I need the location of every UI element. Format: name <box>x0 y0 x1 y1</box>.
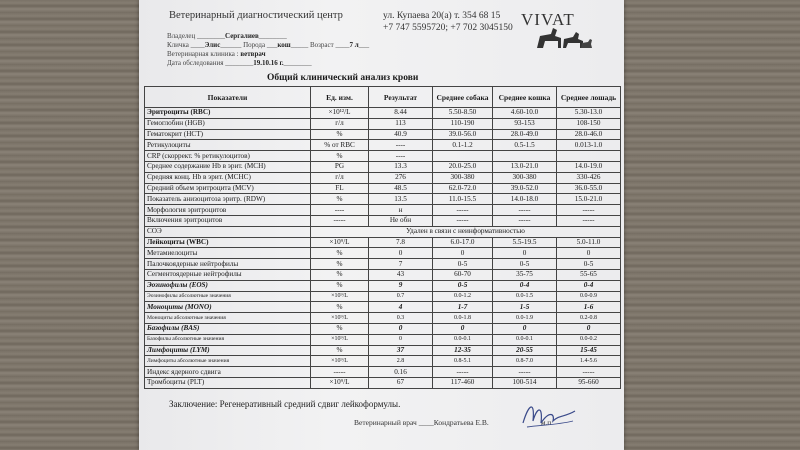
table-row <box>145 140 621 151</box>
cell-name: Эозинофилы (EOS) <box>145 280 311 291</box>
cell-result: 0 <box>369 248 433 259</box>
cell-horse: 0.2-0.8 <box>557 313 621 324</box>
header-horse: Среднее лошадь <box>557 87 621 108</box>
cell-horse: 5.0-11.0 <box>557 237 621 248</box>
cell-name: Индекс ядерного сдвига <box>145 367 311 378</box>
cell-result: 4 <box>369 302 433 313</box>
cell-unit: ×10⁹/L <box>311 313 369 324</box>
table-row <box>145 313 621 324</box>
table-row <box>145 356 621 367</box>
cell-name: Показатель анизоцитоза эритр. (RDW) <box>145 194 311 205</box>
cell-dog: 20.0-25.0 <box>433 161 493 172</box>
cell-cat: 300-380 <box>493 172 557 183</box>
cell-name: Метамиелоциты <box>145 248 311 259</box>
cell-dog: 12-35 <box>433 345 493 356</box>
cell-name: Эозинофилы абсолютные значения <box>145 291 311 302</box>
patient-fields <box>167 32 417 68</box>
cell-result: 0.3 <box>369 313 433 324</box>
table-row <box>145 151 621 162</box>
cell-unit: % <box>311 269 369 280</box>
cell-name: Гемоглобин (HGB) <box>145 118 311 129</box>
cell-cat: 93-153 <box>493 118 557 129</box>
cell-horse: 0-5 <box>557 259 621 270</box>
cell-name: Лимфоциты (LYM) <box>145 345 311 356</box>
cell-dog: 0.0-1.8 <box>433 313 493 324</box>
cell-cat: 0 <box>493 248 557 259</box>
cell-name: CRP (скоррект. % ретикулоцитов) <box>145 151 311 162</box>
cell-result: 9 <box>369 280 433 291</box>
header-result: Результат <box>369 87 433 108</box>
cell-dog: 6.0-17.0 <box>433 237 493 248</box>
cell-cat: 14.0-18.0 <box>493 194 557 205</box>
cell-name: Эритроциты (RBC) <box>145 108 311 119</box>
cell-name: СОЭ <box>145 226 311 237</box>
cell-cat: 0-5 <box>493 259 557 270</box>
table-row <box>145 367 621 378</box>
table-row <box>145 205 621 216</box>
cell-dog: ----- <box>433 215 493 226</box>
cell-horse: ----- <box>557 205 621 216</box>
report-title: Общий клинический анализ крови <box>267 73 419 83</box>
header-dog: Среднее собака <box>433 87 493 108</box>
cell-cat: 13.0-21.0 <box>493 161 557 172</box>
cell-unit: г/л <box>311 172 369 183</box>
conclusion: Заключение: Регенеративный средний сдвиг лейкоформулы. <box>169 399 401 409</box>
cell-dog: ----- <box>433 205 493 216</box>
cell-cat: 0-4 <box>493 280 557 291</box>
table-row <box>145 269 621 280</box>
cell-horse: 0.0-0.9 <box>557 291 621 302</box>
cell-cat: 1-5 <box>493 302 557 313</box>
header-cat: Среднее кошка <box>493 87 557 108</box>
cell-horse <box>557 151 621 162</box>
cell-dog: 0-5 <box>433 259 493 270</box>
signature-scribble-icon <box>519 397 579 433</box>
cell-cat: 0.0-1.5 <box>493 291 557 302</box>
cell-unit: г/л <box>311 118 369 129</box>
cell-cat: ----- <box>493 205 557 216</box>
cell-name: Ретикулоциты <box>145 140 311 151</box>
stamp-label: м.п <box>540 418 552 427</box>
cell-dog: 62.0-72.0 <box>433 183 493 194</box>
cell-name: Моноциты (MONO) <box>145 302 311 313</box>
table-row <box>145 248 621 259</box>
cell-dog: 0 <box>433 323 493 334</box>
cell-result: ---- <box>369 140 433 151</box>
cell-dog: 39.0-56.0 <box>433 129 493 140</box>
cell-result: 7 <box>369 259 433 270</box>
cell-name: Лейкоциты (WBC) <box>145 237 311 248</box>
cell-result: 43 <box>369 269 433 280</box>
table-row <box>145 172 621 183</box>
cell-horse: 1-6 <box>557 302 621 313</box>
cell-unit: % <box>311 151 369 162</box>
cell-cat: 0.0-0.1 <box>493 334 557 345</box>
cell-unit: % <box>311 194 369 205</box>
cell-name: Средний объем эритроцита (MCV) <box>145 183 311 194</box>
cell-horse: 95-660 <box>557 377 621 388</box>
cell-horse: 55-65 <box>557 269 621 280</box>
cell-unit: ×10⁹/L <box>311 291 369 302</box>
cell-name: Лимфоциты абсолютные значения <box>145 356 311 367</box>
cell-unit: PG <box>311 161 369 172</box>
cell-result: 13.5 <box>369 194 433 205</box>
cell-name: Гематокрит (HCT) <box>145 129 311 140</box>
cell-result: 40.9 <box>369 129 433 140</box>
doctor-name: Кондратьева Е.В. <box>433 418 489 427</box>
table-row <box>145 259 621 270</box>
cell-result: 0.7 <box>369 291 433 302</box>
center-address <box>383 10 513 34</box>
cell-horse: 15-45 <box>557 345 621 356</box>
table-row <box>145 280 621 291</box>
cell-horse: 15.0-21.0 <box>557 194 621 205</box>
cell-dog: 1-7 <box>433 302 493 313</box>
cell-dog: 0.0-1.2 <box>433 291 493 302</box>
cell-unit: ×10⁹/L <box>311 356 369 367</box>
cell-cat: 20-55 <box>493 345 557 356</box>
center-name: Ветеринарный диагностический центр <box>169 10 343 21</box>
cell-dog: 0.8-5.1 <box>433 356 493 367</box>
cell-result: 13.3 <box>369 161 433 172</box>
table-row <box>145 334 621 345</box>
address-line: ул. Купаева 20(а) т. 354 68 15 <box>383 11 501 21</box>
cell-unit: % <box>311 302 369 313</box>
cell-unit: % <box>311 323 369 334</box>
table-row <box>145 215 621 226</box>
cell-unit: % <box>311 280 369 291</box>
lab-report-sheet <box>139 0 624 450</box>
cell-result: 0 <box>369 323 433 334</box>
cell-horse: ----- <box>557 367 621 378</box>
cell-name: Базофилы (BAS) <box>145 323 311 334</box>
cell-unit: ×10⁹/L <box>311 237 369 248</box>
cell-dog: 0 <box>433 248 493 259</box>
cell-name: Базофилы абсолютные значения <box>145 334 311 345</box>
header-indicator: Показатели <box>145 87 311 108</box>
cell-horse: 36.0-55.0 <box>557 183 621 194</box>
cell-name: Палочкоядерные нейтрофилы <box>145 259 311 270</box>
cell-cat: ----- <box>493 215 557 226</box>
cell-unit: ----- <box>311 367 369 378</box>
cell-result: 0.16 <box>369 367 433 378</box>
cell-horse: 1.4-5.6 <box>557 356 621 367</box>
cell-dog: 300-380 <box>433 172 493 183</box>
cell-unit: % от RBC <box>311 140 369 151</box>
cell-cat: ----- <box>493 367 557 378</box>
table-row <box>145 194 621 205</box>
cell-unit: ×10⁹/L <box>311 334 369 345</box>
cell-cat: 0.0-1.9 <box>493 313 557 324</box>
blood-analysis-table <box>144 86 621 389</box>
cell-cat: 100-514 <box>493 377 557 388</box>
cell-dog: 0.1-1.2 <box>433 140 493 151</box>
owner-row: Владелец ________Сергалиев________ <box>167 32 287 40</box>
table-row <box>145 226 621 237</box>
table-body <box>145 108 621 389</box>
table-row <box>145 302 621 313</box>
logo-text: VIVAT <box>521 10 575 29</box>
cell-result: 0 <box>369 334 433 345</box>
cell-dog: 11.0-15.5 <box>433 194 493 205</box>
cell-horse: 28.0-46.0 <box>557 129 621 140</box>
table-row <box>145 118 621 129</box>
table-header-row <box>145 87 621 108</box>
cell-dog <box>433 151 493 162</box>
cell-cat: 28.0-49.0 <box>493 129 557 140</box>
cell-horse: 5.30-13.0 <box>557 108 621 119</box>
cell-unit: % <box>311 345 369 356</box>
cell-cat: 0 <box>493 323 557 334</box>
pet-row: Кличка ____Элис______ Порода ___кош_____ Возраст ____7 л___ <box>167 41 370 49</box>
cell-result: Удален в связи с неинформативностью <box>311 226 621 237</box>
cell-result: ---- <box>369 151 433 162</box>
cell-result: 37 <box>369 345 433 356</box>
cell-horse: 0.013-1.0 <box>557 140 621 151</box>
cell-result: 2.8 <box>369 356 433 367</box>
cell-unit: ----- <box>311 215 369 226</box>
cell-name: Средняя конц. Hb в эрит. (MCHC) <box>145 172 311 183</box>
cell-dog: 0.0-0.1 <box>433 334 493 345</box>
cell-unit: ---- <box>311 205 369 216</box>
cell-horse: 0.0-0.2 <box>557 334 621 345</box>
date-row: Дата обследования ________19.10.16 г.________ <box>167 59 312 67</box>
cell-name: Морфология эритроцитов <box>145 205 311 216</box>
clinic-row: Ветеринарная клиника : ветврач <box>167 50 266 58</box>
cell-result: 7.8 <box>369 237 433 248</box>
cell-name: Среднее содержание Hb в эрит. (MCH) <box>145 161 311 172</box>
cell-horse: 0-4 <box>557 280 621 291</box>
cell-unit: ×10¹²/L <box>311 108 369 119</box>
cell-cat: 5.5-19.5 <box>493 237 557 248</box>
cell-result: 276 <box>369 172 433 183</box>
cell-cat: 4.60-10.0 <box>493 108 557 119</box>
table-row <box>145 345 621 356</box>
cell-unit: % <box>311 248 369 259</box>
cell-result: Не обн <box>369 215 433 226</box>
cell-dog: 0-5 <box>433 280 493 291</box>
table-row <box>145 377 621 388</box>
signature-label: Ветеринарный врач <box>354 418 417 427</box>
cell-unit: % <box>311 129 369 140</box>
cell-unit: % <box>311 259 369 270</box>
cell-cat: 0.5-1.5 <box>493 140 557 151</box>
cell-name: Моноциты абсолютные значения <box>145 313 311 324</box>
table-row <box>145 323 621 334</box>
table-row <box>145 237 621 248</box>
table-row <box>145 291 621 302</box>
cell-name: Включения эритроцитов <box>145 215 311 226</box>
table-row <box>145 108 621 119</box>
cell-result: н <box>369 205 433 216</box>
cell-result: 113 <box>369 118 433 129</box>
cell-horse: 0 <box>557 248 621 259</box>
cell-cat: 0.8-7.0 <box>493 356 557 367</box>
cell-unit: ×10⁹/L <box>311 377 369 388</box>
cell-result: 8.44 <box>369 108 433 119</box>
cell-unit: FL <box>311 183 369 194</box>
cell-result: 48.5 <box>369 183 433 194</box>
cell-horse: 0 <box>557 323 621 334</box>
cell-horse: 330-426 <box>557 172 621 183</box>
phones-line: +7 747 5595720; +7 702 3045150 <box>383 23 513 33</box>
cell-dog: ----- <box>433 367 493 378</box>
cell-dog: 110-190 <box>433 118 493 129</box>
vivat-logo <box>521 10 593 52</box>
cell-name: Сегментоядерные нейтрофилы <box>145 269 311 280</box>
table-row <box>145 161 621 172</box>
cell-horse: 14.0-19.0 <box>557 161 621 172</box>
cell-cat <box>493 151 557 162</box>
header-unit: Ед. изм. <box>311 87 369 108</box>
table-row <box>145 183 621 194</box>
signature-line: Ветеринарный врач ____Кондратьева Е.В. м.п <box>354 418 552 427</box>
table-row <box>145 129 621 140</box>
cell-dog: 5.50-8.50 <box>433 108 493 119</box>
cell-cat: 39.0-52.0 <box>493 183 557 194</box>
cell-result: 67 <box>369 377 433 388</box>
cell-dog: 117-460 <box>433 377 493 388</box>
cell-name: Тромбоциты (PLT) <box>145 377 311 388</box>
cell-horse: ----- <box>557 215 621 226</box>
cell-dog: 60-70 <box>433 269 493 280</box>
cell-horse: 108-150 <box>557 118 621 129</box>
cell-cat: 35-75 <box>493 269 557 280</box>
